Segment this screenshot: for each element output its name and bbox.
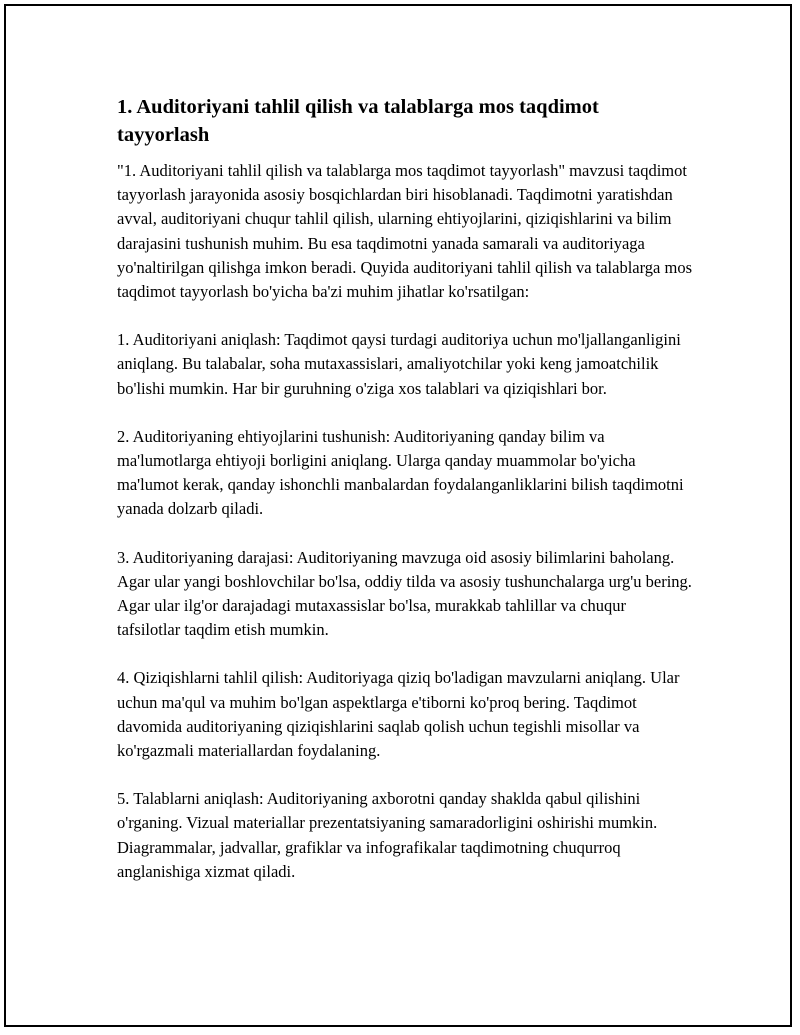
paragraph-requirements: 5. Talablarni aniqlash: Auditoriyaning axborotni qanday shaklda qabul qilishini o'rganing. Vizual materiallar prezentatsiyaning samaradorligini oshirishi mumkin. Diagrammalar, jadvallar, grafiklar va infografikalar taqdimotning chuqurroq anglanishiga xizmat qiladi. — [117, 789, 658, 881]
paragraph-audience-identification: 1. Auditoriyani aniqlash: Taqdimot qaysi turdagi auditoriya uchun mo'ljallanganligini aniqlang. Bu talabalar, soha mutaxassislari, amaliyotchilar yoki keng jamoatchilik bo'lishi mumkin. Har bir guruhning o'ziga xos talablari va qiziqishlari bor. — [117, 330, 681, 398]
page-title: 1. Auditoriyani tahlil qilish va talablarga mos taqdimot tayyorlash — [117, 96, 599, 146]
paragraph-interests-analysis: 4. Qiziqishlarni tahlil qilish: Auditoriyaga qiziq bo'ladigan mavzularni aniqlang. Ular uchun ma'qul va muhim bo'lgan aspektlarga e'tiborni ko'proq bering. Taqdimot davomida auditoriyaning qiziqishlarini saqlab qolish uchun tegishli misollar va ko'rgazmali materiallardan foydalaning. — [117, 668, 680, 761]
document-body — [117, 93, 692, 908]
paragraph-audience-needs: 2. Auditoriyaning ehtiyojlarini tushunish: Auditoriyaning qanday bilim va ma'lumotlarga ehtiyoji borligini aniqlang. Ularga qanday muammolar bo'yicha ma'lumot kerak, qanday ishonchli manbalardan foydalanganliklarini bilish taqdimotni yanada dolzarb qiladi. — [117, 426, 684, 519]
paragraph-audience-level: 3. Auditoriyaning darajasi: Auditoriyaning mavzuga oid asosiy bilimlarini baholang. Agar ular yangi boshlovchilar bo'lsa, oddiy tilda va asosiy tushunchalarga urg'u bering. Agar ular ilg'or darajadagi mutaxassislar bo'lsa, murakkab tahlillar va chuqur tafsilotlar taqdim etish mumkin. — [117, 547, 692, 640]
intro-paragraph: "1. Auditoriyani tahlil qilish va talablarga mos taqdimot tayyorlash" mavzusi taqdimot tayyorlash jarayonida asosiy bosqichlardan biri hisoblanadi. Taqdimotni yaratishdan avval, auditoriyani chuqur tahlil qilish, ularning ehtiyojlarini, qiziqishlarini va bilim darajasini tushunish muhim. Bu esa taqdimotni yanada samarali va auditoriyaga yo'naltirilgan qilishga imkon beradi. Quyida auditoriyani tahlil qilish va talablarga mos taqdimot tayyorlash bo'yicha ba'zi muhim jihatlar ko'rsatilgan: — [117, 161, 693, 302]
